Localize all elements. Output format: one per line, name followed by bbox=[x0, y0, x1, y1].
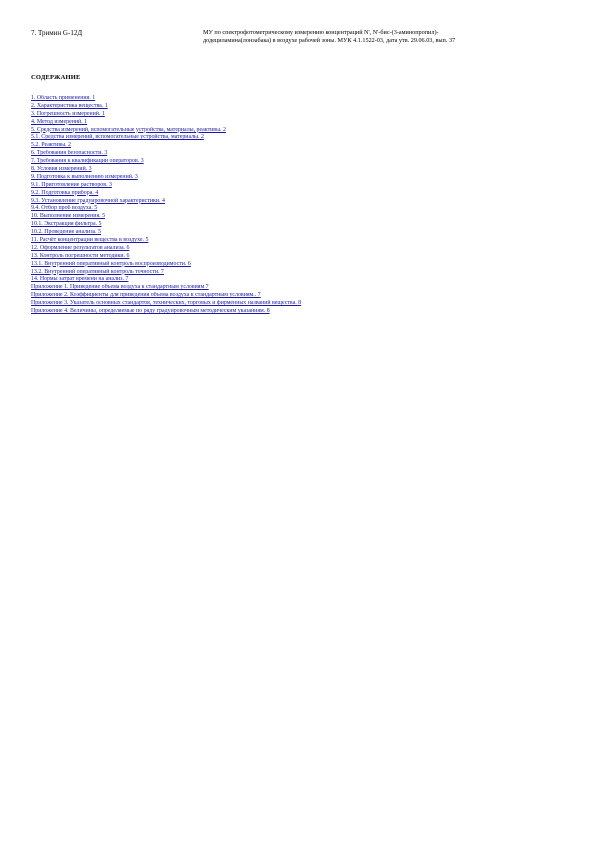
toc-link[interactable]: 7. Требования к квалификации операторов. 3 bbox=[31, 158, 144, 165]
toc-link[interactable]: Приложение 4. Величины, определяемые по ряду градуировочным методическим указаниям. 8 bbox=[31, 308, 270, 315]
toc-item bbox=[31, 142, 571, 150]
toc-item bbox=[31, 300, 571, 308]
toc-link[interactable]: 5. Средства измерений, вспомогательные устройства, материалы, реактивы. 2 bbox=[31, 126, 226, 133]
header-title-line-1: МУ по спектрофотометрическому измерению концентраций N', N'-бис-(3-аминопропил)- bbox=[203, 29, 439, 36]
toc-link[interactable]: 9. Подготовка к выполнению измерений. 3 bbox=[31, 173, 138, 180]
toc-item bbox=[31, 253, 571, 261]
table-of-contents bbox=[31, 95, 571, 316]
toc-item bbox=[31, 221, 571, 229]
toc-item bbox=[31, 292, 571, 300]
toc-item bbox=[31, 134, 571, 142]
toc-item bbox=[31, 237, 571, 245]
header-title-line-2: додециламина(лонзабака) в воздухе рабочей зоны. МУК 4.1.1522-03, дата утв. 29.06.03, вып. 37 bbox=[203, 37, 456, 44]
toc-item bbox=[31, 276, 571, 284]
toc-item bbox=[31, 245, 571, 253]
toc-item bbox=[31, 119, 571, 127]
toc-item bbox=[31, 182, 571, 190]
toc-link[interactable]: 5.2. Реактивы. 2 bbox=[31, 142, 71, 149]
header-document-number: 7. Тримин G-12Д bbox=[31, 29, 83, 37]
toc-item bbox=[31, 190, 571, 198]
toc-link[interactable]: 14. Нормы затрат времени на анализ. 7 bbox=[31, 276, 129, 283]
toc-item bbox=[31, 158, 571, 166]
toc-link[interactable]: 10.2. Проведение анализа. 5 bbox=[31, 229, 102, 236]
toc-item bbox=[31, 308, 571, 316]
toc-link[interactable]: 9.2. Подготовка прибора. 4 bbox=[31, 189, 99, 196]
toc-item bbox=[31, 127, 571, 135]
toc-link[interactable]: 2. Характеристика вещества. 1 bbox=[31, 102, 108, 109]
toc-link[interactable]: Приложение 1. Приведение объема воздуха к стандартным условиям 7 bbox=[31, 284, 209, 291]
toc-item bbox=[31, 103, 571, 111]
toc-link[interactable]: 6. Требования безопасности. 3 bbox=[31, 150, 108, 157]
toc-link[interactable]: 13.2. Внутренний оперативный контроль точности. 7 bbox=[31, 268, 164, 275]
toc-item bbox=[31, 174, 571, 182]
toc-item bbox=[31, 269, 571, 277]
toc-link[interactable]: 8. Условия измерений. 3 bbox=[31, 166, 92, 173]
toc-link[interactable]: Приложение 2. Коэффициенты для приведения объема воздуха к стандартным условиям.. 7 bbox=[31, 292, 261, 299]
toc-item bbox=[31, 229, 571, 237]
toc-item bbox=[31, 261, 571, 269]
toc-item bbox=[31, 213, 571, 221]
toc-link[interactable]: 12. Оформление результатов анализа. 6 bbox=[31, 244, 130, 251]
toc-title: СОДЕРЖАНИЕ bbox=[31, 74, 81, 81]
toc-item bbox=[31, 95, 571, 103]
toc-link[interactable]: 10.1. Экстракция фильтра. 5 bbox=[31, 221, 102, 228]
toc-item bbox=[31, 284, 571, 292]
toc-item bbox=[31, 166, 571, 174]
toc-link[interactable]: 11. Расчёт концентрации вещества в воздухе. 5 bbox=[31, 237, 149, 244]
toc-link[interactable]: Приложение 3. Указатель основных стандартов, технических, торговых и фирменных названий вещества. 8 bbox=[31, 300, 302, 307]
header-document-title bbox=[203, 29, 565, 45]
toc-link[interactable]: 13. Контроль погрешности методики. 6 bbox=[31, 252, 130, 259]
toc-link[interactable]: 9.3. Установление градуировочной характеристики. 4 bbox=[31, 197, 165, 204]
toc-link[interactable]: 4. Метод измерений. 1 bbox=[31, 118, 88, 125]
toc-item bbox=[31, 205, 571, 213]
toc-link[interactable]: 1. Область применения. 1 bbox=[31, 95, 96, 101]
toc-link[interactable]: 13.1. Внутренний оперативный контроль воспроизводимости. 6 bbox=[31, 260, 191, 267]
toc-link[interactable]: 3. Погрешность измерений. 1 bbox=[31, 110, 105, 117]
toc-link[interactable]: 9.4. Отбор проб воздуха. 5 bbox=[31, 205, 98, 212]
toc-link[interactable]: 10. Выполнение измерения. 5 bbox=[31, 213, 106, 220]
toc-link[interactable]: 5.1. Средства измерений, вспомогательные устройства, материалы. 2 bbox=[31, 134, 204, 141]
toc-link[interactable]: 9.1. Приготовление растворов. 3 bbox=[31, 181, 112, 188]
toc-item bbox=[31, 111, 571, 119]
toc-item bbox=[31, 198, 571, 206]
toc-item bbox=[31, 150, 571, 158]
